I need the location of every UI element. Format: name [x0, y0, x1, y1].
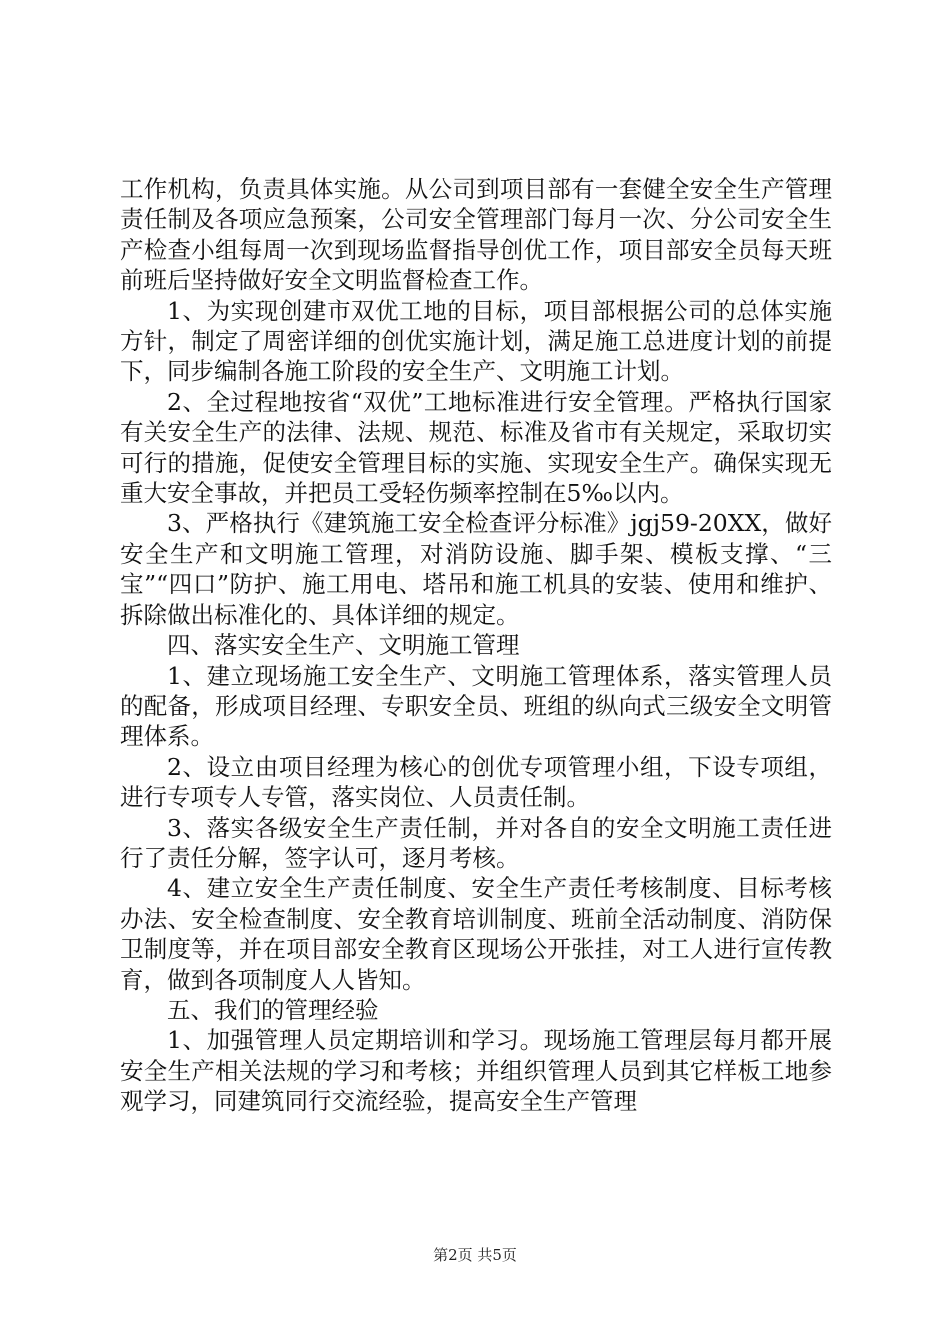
section-heading: 五、我们的管理经验 — [167, 995, 379, 1024]
paragraph: 1、为实现创建市双优工地的目标，项目部根据公司的总体实施方针，制定了周密详细的创优实施计划，满足施工总进度计划的前提下，同步编制各施工阶段的安全生产、文明施工计划。 — [120, 296, 832, 386]
paragraph: 3、落实各级安全生产责任制，并对各自的安全文明施工责任进行了责任分解，签字认可，逐月考核。 — [120, 813, 832, 872]
paragraph: 工作机构，负责具体实施。从公司到项目部有一套健全安全生产管理责任制及各项应急预案，公司安全管理部门每月一次、分公司安全生产检查小组每周一次到现场监督指导创优工作，项目部安全员每天班前班后坚持做好安全文明监督检查工作。 — [120, 175, 832, 295]
paragraph: 3、严格执行《建筑施工安全检查评分标准》jgj59-20XX，做好安全生产和文明施工管理，对消防设施、脚手架、模板支撑、“三宝”“四口”防护、施工用电、塔吊和施工机具的安装、使用和维护、拆除做出标准化的、具体详细的规定。 — [120, 509, 832, 629]
page-number-footer: 第2页 共5页 — [433, 1246, 517, 1264]
document-body — [120, 174, 832, 1117]
paragraph: 1、加强管理人员定期培训和学习。现场施工管理层每月都开展安全生产相关法规的学习和考核；并组织管理人员到其它样板工地参观学习，同建筑同行交流经验，提高安全生产管理 — [120, 1026, 832, 1116]
section-heading: 四、落实安全生产、文明施工管理 — [167, 631, 520, 660]
paragraph: 1、建立现场施工安全生产、文明施工管理体系，落实管理人员的配备，形成项目经理、专职安全员、班组的纵向式三级安全文明管理体系。 — [120, 661, 832, 751]
paragraph: 2、全过程地按省“双优”工地标准进行安全管理。严格执行国家有关安全生产的法律、法规、规范、标准及省市有关规定，采取切实可行的措施，促使安全管理目标的实施、实现安全生产。确保实现无重大安全事故，并把员工受轻伤频率控制在5‰以内。 — [120, 387, 832, 508]
paragraph: 4、建立安全生产责任制度、安全生产责任考核制度、目标考核办法、安全检查制度、安全教育培训制度、班前全活动制度、消防保卫制度等，并在项目部安全教育区现场公开张挂，对工人进行宣传教育，做到各项制度人人皆知。 — [120, 874, 832, 994]
paragraph: 2、设立由项目经理为核心的创优专项管理小组，下设专项组，进行专项专人专管，落实岗位、人员责任制。 — [120, 752, 832, 812]
